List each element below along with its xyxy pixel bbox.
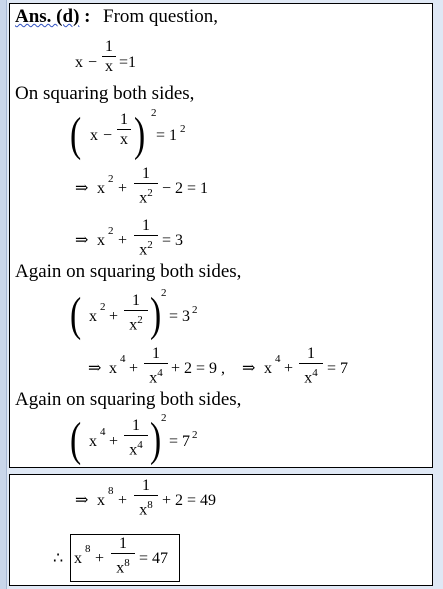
numerator: 1 — [142, 217, 150, 234]
numerator: 1 — [132, 417, 140, 434]
exponent: 2 — [151, 107, 157, 119]
equals-rhs: = 7 — [169, 433, 191, 450]
squaring-text-3: Again on squaring both sides, — [15, 389, 242, 410]
exponent: 8 — [85, 543, 91, 555]
rhs-exponent: 2 — [192, 304, 198, 316]
var-x: x — [264, 360, 272, 377]
denominator: $x^8$ — [139, 499, 153, 519]
therefore-icon: ∴ — [53, 550, 64, 567]
answer-colon: : — [84, 6, 91, 27]
answer-option: Ans. (d) — [15, 6, 80, 27]
implies-icon: ⇒ — [75, 492, 89, 509]
var-x: x — [97, 180, 105, 197]
equation-rhs: + 2 = 49 — [162, 492, 217, 509]
solution-box — [9, 3, 433, 468]
implies-icon: ⇒ — [75, 232, 89, 249]
numerator: 1 — [152, 345, 160, 362]
plus-sign: + — [118, 180, 128, 197]
plus-sign: + — [95, 550, 105, 567]
var-x: x — [89, 433, 97, 450]
plus-sign: + — [129, 360, 139, 377]
exponent: 4 — [100, 426, 106, 438]
squaring-text-1: On squaring both sides, — [15, 83, 195, 104]
left-margin-strip — [0, 0, 7, 589]
exponent: 2 — [108, 225, 114, 237]
fraction-one-over-x8 — [134, 477, 158, 518]
plus-sign: + — [118, 232, 128, 249]
fraction-one-over-x2 — [124, 292, 148, 333]
equals-rhs: = 3 — [169, 308, 191, 325]
right-paren: ) — [150, 413, 162, 466]
denominator: $x^8$ — [116, 557, 130, 577]
answer-label — [15, 7, 90, 27]
denominator: $x^2$ — [139, 187, 153, 207]
numerator: 1 — [119, 535, 127, 552]
left-paren: ( — [70, 108, 82, 161]
squaring-text-2: Again on squaring both sides, — [15, 261, 242, 282]
left-paren: ( — [70, 413, 82, 466]
fraction-one-over-x4 — [144, 345, 168, 386]
numerator: 1 — [105, 38, 113, 55]
fraction-one-over-x8 — [111, 535, 135, 576]
equals-rhs: = 1 — [156, 127, 178, 144]
fraction-one-over-x2 — [134, 165, 158, 206]
denominator: $x^4$ — [304, 367, 318, 387]
equation-rhs: + 2 = 9 , — [171, 360, 226, 377]
exponent: 4 — [275, 353, 281, 365]
denominator: $x^2$ — [139, 239, 153, 259]
exponent: 8 — [108, 485, 114, 497]
intro-text: From question, — [103, 6, 219, 27]
equals-one: =1 — [119, 54, 137, 71]
var-x: x — [109, 360, 117, 377]
var-x: x — [90, 127, 98, 144]
plus-sign: + — [284, 360, 294, 377]
implies-icon: ⇒ — [88, 360, 102, 377]
denominator: x — [105, 58, 113, 75]
denominator: x — [120, 131, 128, 148]
exponent: 2 — [161, 287, 167, 299]
numerator: 1 — [132, 292, 140, 309]
var-x: x — [74, 550, 82, 567]
equation-rhs: = 3 — [162, 232, 184, 249]
right-paren: ) — [134, 108, 146, 161]
plus-sign: + — [118, 492, 128, 509]
exponent: 4 — [120, 353, 126, 365]
exponent: 2 — [108, 173, 114, 185]
left-paren: ( — [70, 288, 82, 341]
equation-rhs: = 47 — [139, 550, 169, 567]
denominator: $x^4$ — [149, 367, 163, 387]
denominator: $x^4$ — [129, 439, 143, 459]
fraction-one-over-x4 — [124, 417, 148, 458]
plus-sign: + — [109, 433, 119, 450]
implies-icon: ⇒ — [75, 180, 89, 197]
implies-icon: ⇒ — [242, 360, 256, 377]
final-answer-box — [9, 474, 433, 586]
numerator: 1 — [142, 477, 150, 494]
fraction-one-over-x4 — [299, 345, 323, 386]
exponent: 2 — [100, 301, 106, 313]
equation-rhs: = 7 — [327, 360, 349, 377]
numerator: 1 — [142, 165, 150, 182]
rhs-exponent: 2 — [192, 429, 198, 441]
right-paren: ) — [150, 288, 162, 341]
numerator: 1 — [307, 345, 315, 362]
minus-sign: − — [103, 127, 113, 144]
fraction-one-over-x — [117, 111, 131, 148]
numerator: 1 — [120, 111, 128, 128]
plus-sign: + — [109, 308, 119, 325]
fraction-one-over-x — [102, 38, 116, 75]
exponent: 2 — [161, 412, 167, 424]
var-x: x — [75, 54, 83, 71]
fraction-one-over-x2 — [134, 217, 158, 258]
rhs-exponent: 2 — [180, 123, 186, 135]
var-x: x — [89, 308, 97, 325]
equation-rhs: − 2 = 1 — [162, 180, 209, 197]
var-x: x — [97, 492, 105, 509]
denominator: $x^2$ — [129, 314, 143, 334]
minus-sign: − — [88, 54, 98, 71]
var-x: x — [97, 232, 105, 249]
